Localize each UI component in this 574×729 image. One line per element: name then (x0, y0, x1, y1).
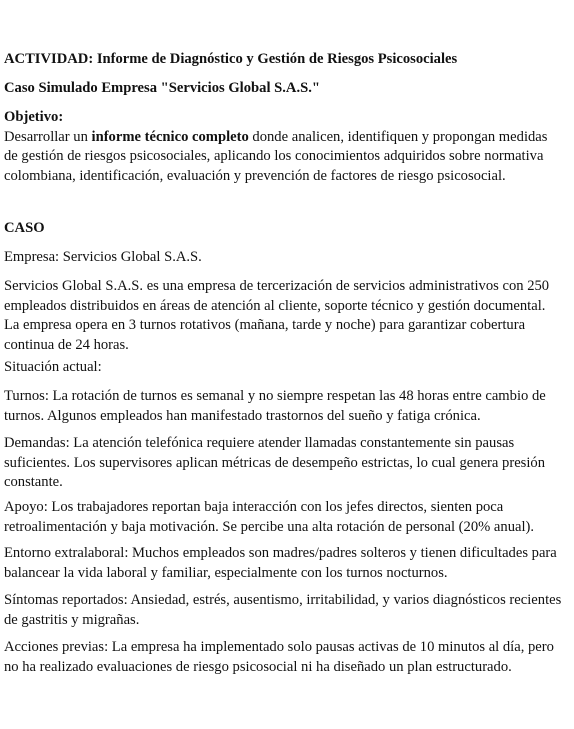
objective-section (4, 108, 564, 186)
support-paragraph: Apoyo: Los trabajadores reportan baja interacción con los jefes directos, sienten poca retroalimentación y baja motivación. Se percibe una alta rotación de personal (20% anual). (4, 499, 535, 535)
case-title: Caso Simulado Empresa "Servicios Global S.A.S." (4, 80, 320, 96)
shifts-paragraph: Turnos: La rotación de turnos es semanal y no siempre respetan las 48 horas entre cambio de turnos. Algunos empleados han manifestado trastornos del sueño y fatiga crónica. (4, 388, 546, 424)
objective-text-bold: informe técnico completo (91, 128, 249, 145)
objective-text (4, 128, 564, 187)
activity-title: ACTIVIDAD: Informe de Diagnóstico y Gestión de Riesgos Psicosociales (4, 51, 458, 67)
objective-heading: Objetivo: (4, 109, 64, 125)
objective-text-start: Desarrollar un (4, 128, 92, 145)
case-heading: CASO (4, 220, 45, 236)
company-description: Servicios Global S.A.S. es una empresa de tercerización de servicios administrativos con 250 empleados distribuidos en áreas de atención al cliente, soporte técnico y gestión documental. La empresa opera en 3 turnos rotativos (mañana, tarde y noche) para garantizar cobertura continua de 24 horas. (4, 278, 550, 353)
environment-paragraph: Entorno extralaboral: Muchos empleados son madres/padres solteros y tienen dificultades para balancear la vida laboral y familiar, especialmente con los turnos nocturnos. (4, 545, 557, 581)
objective-text-end: donde analicen, identifiquen y propongan medidas de gestión de riesgos psicosociales, aplicando los conocimientos adquiridos sobre normativa colombiana, identificación, evaluación y prevención de factores de riesgo psicosocial. (4, 128, 548, 184)
symptoms-paragraph: Síntomas reportados: Ansiedad, estrés, ausentismo, irritabilidad, y varios diagnósticos recientes de gastritis y migrañas. (4, 592, 562, 628)
company-line: Empresa: Servicios Global S.A.S. (4, 249, 202, 265)
demands-paragraph: Demandas: La atención telefónica requiere atender llamadas constantemente sin pausas suficientes. Los supervisores aplican métricas de desempeño estrictas, lo cual genera presión constante. (4, 435, 545, 491)
situation-heading: Situación actual: (4, 359, 102, 375)
previous-actions-paragraph: Acciones previas: La empresa ha implementado solo pausas activas de 10 minutos al día, pero no ha realizado evaluaciones de riesgo psicosocial ni ha diseñado un plan estructurado. (4, 639, 554, 675)
